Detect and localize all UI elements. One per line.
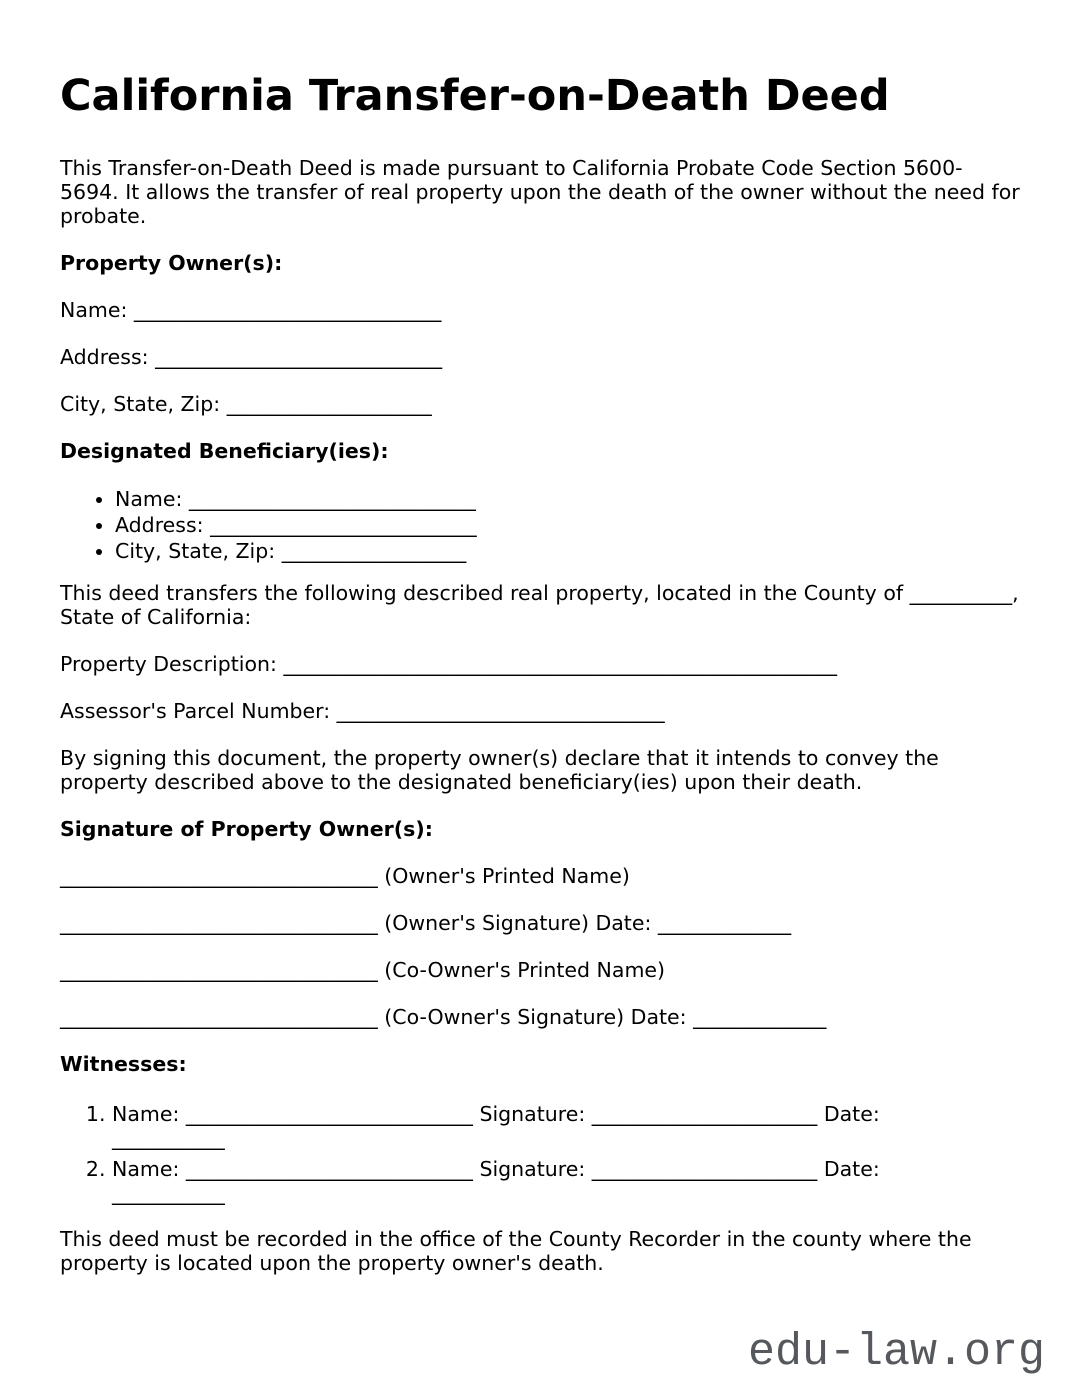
- witness2-date-label: Date:: [823, 1157, 880, 1181]
- witness2-name-blank: ____________________________: [185, 1157, 473, 1181]
- declaration-paragraph: By signing this document, the property owner(s) declare that it intends to convey the property described above to the designated beneficiary(ies) upon their death.: [60, 746, 939, 794]
- co-owner-signature-date-blank: _____________: [693, 1005, 827, 1029]
- beneficiary-city-state-zip-blank: __________________: [281, 539, 467, 563]
- beneficiary-name-blank: ____________________________: [188, 487, 476, 511]
- transfer-paragraph: This deed transfers the following described real property, located in the County of __________, State of California:: [60, 581, 1019, 629]
- witness-list: [60, 1102, 1020, 1205]
- recording-notice-paragraph: This deed must be recorded in the office of the County Recorder in the county where the property is located upon the property owner's death.: [60, 1227, 972, 1275]
- beneficiary-section-heading: Designated Beneficiary(ies):: [60, 439, 389, 463]
- beneficiary-name-label: Name:: [115, 487, 183, 511]
- witness1-name-label: Name:: [112, 1102, 180, 1126]
- intro-paragraph: This Transfer-on-Death Deed is made pursuant to California Probate Code Section 5600-5694. It allows the transfer of real property upon the death of the owner without the need for probate.: [60, 156, 1020, 228]
- parcel-number-field: [60, 699, 1020, 723]
- beneficiary-address-blank: __________________________: [210, 513, 477, 537]
- witness1-date-blank: ___________: [112, 1126, 225, 1150]
- owner-printed-name-row: [60, 864, 1020, 888]
- property-description-blank: ______________________________________________________: [283, 652, 837, 676]
- property-description-field: [60, 652, 1020, 676]
- co-owner-signature-row: [60, 1005, 1020, 1029]
- parcel-number-blank: ________________________________: [336, 699, 665, 723]
- witness2-signature-label: Signature:: [479, 1157, 586, 1181]
- beneficiary-city-state-zip-label: City, State, Zip:: [115, 539, 276, 563]
- signature-section-heading: Signature of Property Owner(s):: [60, 817, 433, 841]
- owner-name-label: Name:: [60, 298, 128, 322]
- owner-city-state-zip-field: [60, 392, 1020, 416]
- edu-law-watermark: edu-law.org: [747, 1327, 1045, 1378]
- witness-row-2: [112, 1157, 932, 1205]
- owner-address-blank: ____________________________: [155, 345, 443, 369]
- co-owner-printed-name-blank: _______________________________: [60, 958, 378, 982]
- document-title: California Transfer-on-Death Deed: [60, 71, 890, 121]
- witness2-date-blank: ___________: [112, 1181, 225, 1205]
- owner-address-label: Address:: [60, 345, 149, 369]
- owner-signature-caption: (Owner's Signature) Date:: [384, 911, 652, 935]
- parcel-number-label: Assessor's Parcel Number:: [60, 699, 331, 723]
- witness1-signature-label: Signature:: [479, 1102, 586, 1126]
- co-owner-signature-blank: _______________________________: [60, 1005, 378, 1029]
- owner-printed-name-caption: (Owner's Printed Name): [384, 864, 630, 888]
- witness1-name-blank: ____________________________: [185, 1102, 473, 1126]
- owner-signature-row: [60, 911, 1020, 935]
- owner-signature-date-blank: _____________: [657, 911, 792, 935]
- witness1-date-label: Date:: [823, 1102, 880, 1126]
- property-description-label: Property Description:: [60, 652, 277, 676]
- owner-name-field: [60, 298, 1020, 322]
- beneficiary-list: [60, 486, 1020, 564]
- witness2-name-label: Name:: [112, 1157, 180, 1181]
- owner-section-heading: Property Owner(s):: [60, 251, 283, 275]
- co-owner-printed-name-row: [60, 958, 1020, 982]
- beneficiary-name-item: [115, 486, 1020, 512]
- beneficiary-address-label: Address:: [115, 513, 204, 537]
- owner-address-field: [60, 345, 1020, 369]
- co-owner-signature-caption: (Co-Owner's Signature) Date:: [384, 1005, 687, 1029]
- owner-name-blank: ______________________________: [133, 298, 442, 322]
- witness-section-heading: Witnesses:: [60, 1052, 187, 1076]
- witness-row-1: [112, 1102, 932, 1150]
- beneficiary-city-state-zip-item: [115, 538, 1020, 564]
- owner-city-state-zip-blank: ____________________: [226, 392, 432, 416]
- beneficiary-address-item: [115, 512, 1020, 538]
- owner-printed-name-blank: _______________________________: [60, 864, 378, 888]
- co-owner-printed-name-caption: (Co-Owner's Printed Name): [384, 958, 666, 982]
- witness1-signature-blank: ______________________: [591, 1102, 818, 1126]
- owner-city-state-zip-label: City, State, Zip:: [60, 392, 221, 416]
- owner-signature-blank: _______________________________: [60, 911, 378, 935]
- witness2-signature-blank: ______________________: [591, 1157, 818, 1181]
